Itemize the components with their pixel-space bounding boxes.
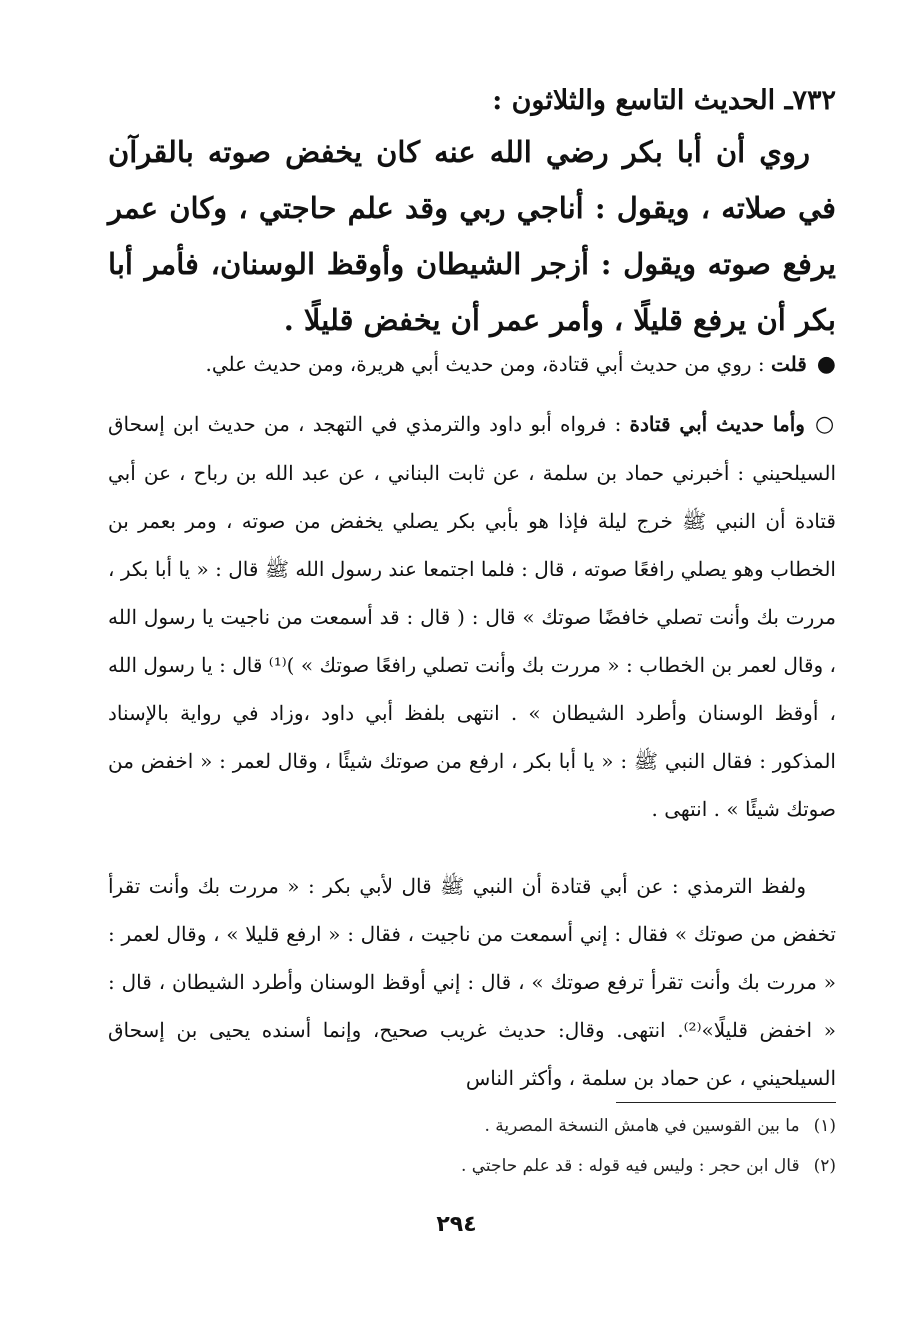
abu-qatada-label: وأما حديث أبي قتادة <box>629 412 805 436</box>
paragraph-tirmidhi <box>108 862 836 1102</box>
footnote-1 <box>108 1112 836 1140</box>
footnote-text: قال ابن حجر : وليس فيه قوله : قد علم حاجتي . <box>460 1156 800 1176</box>
footnote-text: ما بين القوسين في هامش النسخة المصرية . <box>484 1116 800 1136</box>
qult-label: قلت <box>770 352 807 376</box>
intro-text: روي أن أبا بكر رضي الله عنه كان يخفض صوته بالقرآن في صلاته ، ويقول : أناجي ربي وقد علم حاجتي ، وكان عمر يرفع صوته ويقول : أزجر الشيطان وأوقظ الوسنان، فأمر أبا بكر أن يرفع قليلًا ، وأمر عمر أن يخفض قليلًا . <box>108 135 836 337</box>
footnote-divider <box>616 1102 836 1103</box>
hadith-intro-text <box>108 124 836 348</box>
footnote-2 <box>108 1152 836 1180</box>
paragraph-abu-qatada <box>108 400 836 833</box>
hadith-heading: ٧٣٢ـ الحديث التاسع والثلاثون : <box>492 85 836 116</box>
footnote-number: (١) <box>813 1116 836 1136</box>
page-number: ٢٩٤ <box>436 1212 477 1237</box>
tirmidhi-text: ولفظ الترمذي : عن أبي قتادة أن النبي ﷺ قال لأبي بكر : « مررت بك وأنت تقرأ تخفض من صوتك » فقال : إني أسمعت من ناجيت ، فقال : « ارفع قليلا » ، وقال لعمر : « مررت بك وأنت تقرأ ترفع صوتك » ، قال : إني أوقظ الوسنان وأطرد الشيطان ، قال : « اخفض قليلًا»⁽²⁾. انتهى. وقال: حديث غريب صحيح، وإنما أسنده يحيى بن إسحاق السيلحيني ، عن حماد بن سلمة ، وأكثر الناس <box>108 874 836 1090</box>
qult-text: : روي من حديث أبي قتادة، ومن حديث أبي هريرة، ومن حديث علي. <box>205 352 765 376</box>
footnote-number: (٢) <box>813 1156 836 1176</box>
hollow-circle-icon: ○ <box>814 412 837 437</box>
abu-qatada-text: : فرواه أبو داود والترمذي في التهجد ، من حديث ابن إسحاق السيلحيني : أخبرني حماد بن سلمة ، عن ثابت البناني ، عن عبد الله بن رباح ، عن أبي قتادة أن النبي ﷺ خرج ليلة فإذا هو بأبي بكر يصلي يخفض من صوته ، ومر بعمر بن الخطاب وهو يصلي رافعًا صوته ، قال : فلما اجتمعا عند رسول الله ﷺ قال : « يا أبا بكر ، مررت بك وأنت تصلي خافضًا صوتك » قال : ( قال : قد أسمعت من ناجيت يا رسول الله ، وقال لعمر بن الخطاب : « مررت بك وأنت تصلي رافعًا صوتك » )⁽¹⁾ قال : يا رسول الله ، أوقظ الوسنان وأطرد الشيطان » . انتهى بلفظ أبي داود ،وزاد في رواية بالإسناد المذكور : فقال النبي ﷺ : « يا أبا بكر ، ارفع من صوتك شيئًا ، وقال لعمر : « اخفض من صوتك شيئًا » . انتهى . <box>108 412 837 821</box>
filled-circle-icon: ● <box>816 352 836 377</box>
paragraph-qult <box>108 340 836 389</box>
